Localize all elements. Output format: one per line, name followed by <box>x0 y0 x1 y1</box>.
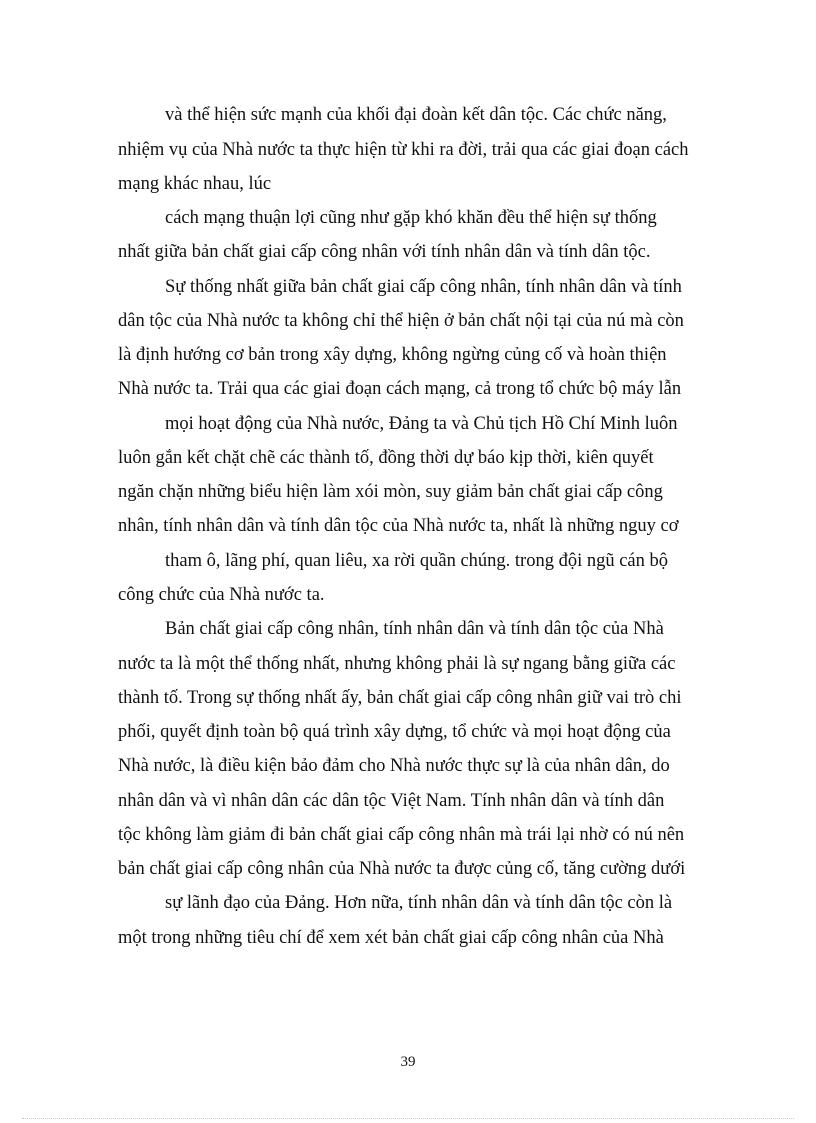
text-line: bản chất giai cấp công nhân của Nhà nước ta được củng cố, tăng cường dưới <box>118 859 686 879</box>
text-line: Nhà nước, là điều kiện bảo đảm cho Nhà nước thực sự là của nhân dân, do <box>118 756 670 776</box>
text-line: nhân, tính nhân dân và tính dân tộc của Nhà nước ta, nhất là những nguy cơ <box>118 516 679 536</box>
page-bottom-divider <box>22 1118 794 1119</box>
page-number: 39 <box>400 1054 416 1070</box>
text-line: phối, quyết định toàn bộ quá trình xây dựng, tổ chức và mọi hoạt động của <box>118 722 671 742</box>
text-line: thành tố. Trong sự thống nhất ấy, bản chất giai cấp công nhân giữ vai trò chi <box>118 688 682 708</box>
text-line: mạng khác nhau, lúc <box>118 174 272 194</box>
text-line: Nhà nước ta. Trải qua các giai đoạn cách mạng, cả trong tổ chức bộ máy lẫn <box>118 379 682 399</box>
text-line: và thể hiện sức mạnh của khối đại đoàn kết dân tộc. Các chức năng, <box>165 105 667 125</box>
text-line: công chức của Nhà nước ta. <box>118 585 325 605</box>
text-line: Bản chất giai cấp công nhân, tính nhân dân và tính dân tộc của Nhà <box>165 619 664 639</box>
text-line: Sự thống nhất giữa bản chất giai cấp công nhân, tính nhân dân và tính <box>165 277 682 297</box>
text-line: ngăn chặn những biểu hiện làm xói mòn, suy giảm bản chất giai cấp công <box>118 482 663 502</box>
text-line: nước ta là một thể thống nhất, nhưng không phải là sự ngang bằng giữa các <box>118 654 676 674</box>
text-line: nhân dân và vì nhân dân các dân tộc Việt Nam. Tính nhân dân và tính dân <box>118 791 665 811</box>
text-line: tộc không làm giảm đi bản chất giai cấp công nhân mà trái lại nhờ có nú nên <box>118 825 685 845</box>
text-line: dân tộc của Nhà nước ta không chỉ thể hiện ở bản chất nội tại của nú mà còn <box>118 311 684 331</box>
text-line: sự lãnh đạo của Đảng. Hơn nữa, tính nhân dân và tính dân tộc còn là <box>165 893 673 913</box>
text-line: là định hướng cơ bản trong xây dựng, không ngừng củng cố và hoàn thiện <box>118 345 667 365</box>
text-line: mọi hoạt động của Nhà nước, Đảng ta và Chủ tịch Hồ Chí Minh luôn <box>165 414 678 434</box>
text-line: nhiệm vụ của Nhà nước ta thực hiện từ khi ra đời, trải qua các giai đoạn cách <box>118 140 689 160</box>
text-line: tham ô, lãng phí, quan liêu, xa rời quần chúng. trong đội ngũ cán bộ <box>165 551 669 571</box>
text-line: nhất giữa bản chất giai cấp công nhân với tính nhân dân và tính dân tộc. <box>118 242 651 262</box>
text-line: cách mạng thuận lợi cũng như gặp khó khăn đều thể hiện sự thống <box>165 208 657 228</box>
text-line: luôn gắn kết chặt chẽ các thành tố, đồng thời dự báo kịp thời, kiên quyết <box>118 448 654 468</box>
text-line: một trong những tiêu chí để xem xét bản chất giai cấp công nhân của Nhà <box>118 928 664 948</box>
